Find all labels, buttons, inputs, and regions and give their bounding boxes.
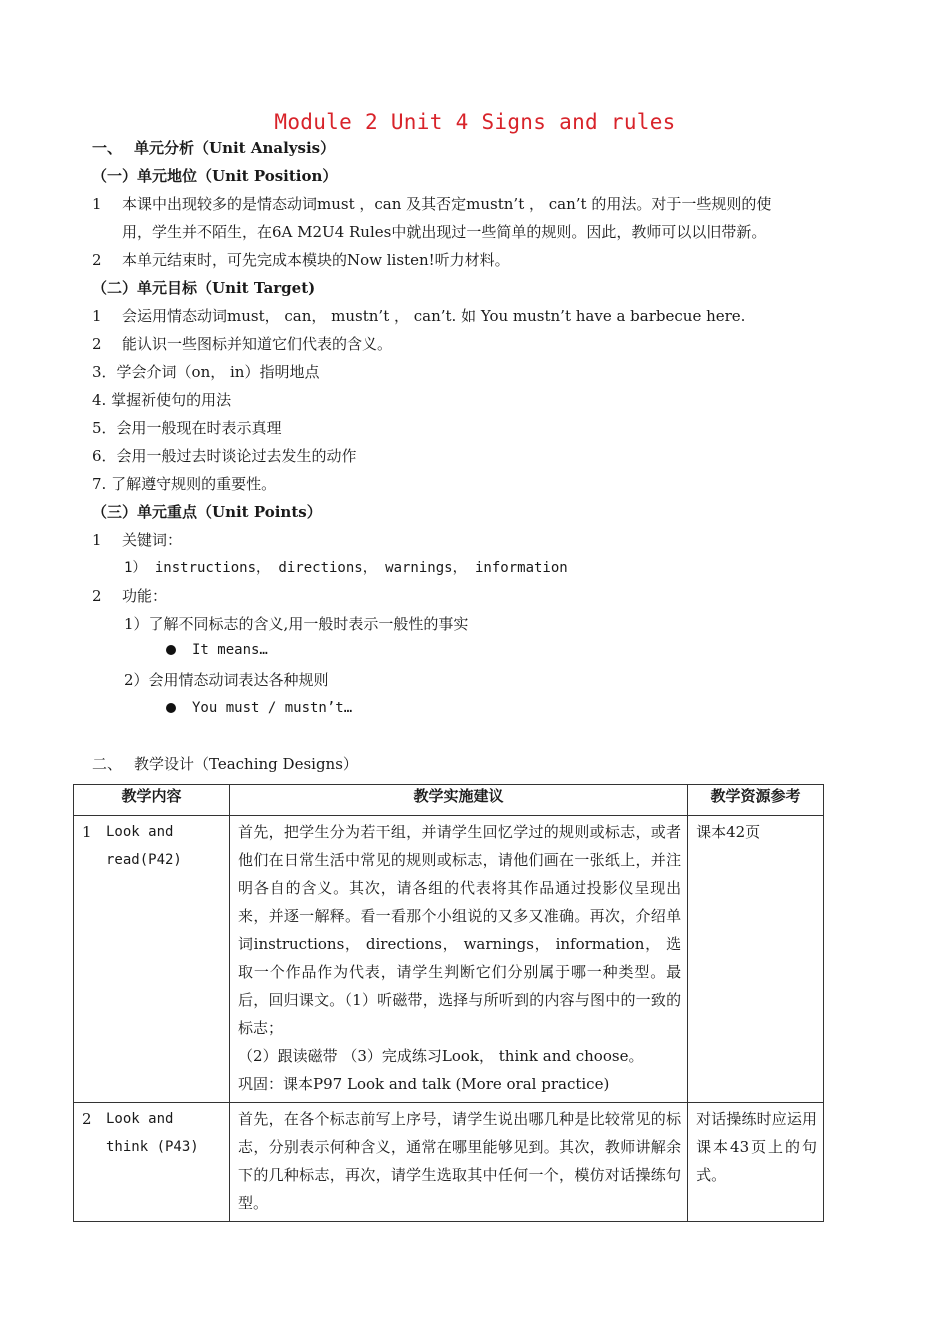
- target-item-1: [92, 306, 745, 326]
- row-content-label: [106, 818, 206, 874]
- table-row: [74, 1103, 824, 1222]
- bullet-icon: [166, 703, 176, 713]
- row-content-label: [106, 1105, 206, 1161]
- bullet-icon: [166, 645, 176, 655]
- table-cell-content: [74, 816, 230, 1103]
- function-2-example: You must / mustn’t…: [192, 700, 353, 716]
- position-item-1: [92, 194, 771, 214]
- table-cell-resource: 课本42页: [688, 816, 824, 1103]
- function-2: 2）会用情态动词表达各种规则: [124, 671, 329, 689]
- subsection-unit-position: （一）单元地位（Unit Position）: [92, 167, 338, 185]
- item-text: 本课中出现较多的是情态动词must ，can 及其否定mustn’t ， can’t 的用法。对于一些规则的使: [122, 195, 772, 213]
- suggestion-text-3: 巩固：课本P97 Look and talk (More oral practice): [238, 1075, 610, 1093]
- points-item-2: [92, 586, 167, 606]
- section-2-heading: [92, 754, 358, 774]
- section-2-title: 教学设计（Teaching Designs）: [134, 755, 358, 773]
- teaching-design-table: [73, 784, 824, 1222]
- row-number: 2: [82, 1110, 92, 1128]
- row-content-line-1: Look and: [106, 824, 174, 840]
- table-cell-suggestion: 首先，在各个标志前写上序号，请学生说出哪几种是比较常见的标志，分别表示何种含义，通常在哪里能够见到。其次，教师讲解余下的几种标志，再次，请学生选取其中任何一个，模仿对话操练句型。: [230, 1103, 688, 1222]
- item-text: 关键词：: [122, 531, 183, 549]
- target-item-4: 4. 掌握祈使句的用法: [92, 391, 232, 409]
- function-1-example: It means…: [192, 642, 268, 658]
- target-item-7: 7. 了解遵守规则的重要性。: [92, 475, 277, 493]
- item-number: 2: [92, 587, 102, 605]
- target-item-3: 3．学会介词（on， in）指明地点: [92, 363, 320, 381]
- section-1-heading: [92, 138, 335, 158]
- item-number: 1: [92, 307, 102, 325]
- suggestion-text-2: （2）跟读磁带 （3）完成练习Look， think and choose。: [238, 1047, 644, 1065]
- section-1-title: 单元分析（Unit Analysis）: [134, 139, 336, 157]
- table-cell-content: [74, 1103, 230, 1222]
- target-item-2: [92, 334, 392, 354]
- item-number: 1: [92, 531, 102, 549]
- suggestion-text: 首先，把学生分为若干组，并请学生回忆学过的规则或标志，或者他们在日常生活中常见的规则或标志，请他们画在一张纸上，并注明各自的含义。其次，请各组的代表将其作品通过投影仪呈现出来，并逐一解释。看一看那个小组说的又多又准确。再次，介绍单词instructions， directions， warnings， information， 选取一个作品作为代表，请学生判断它们分别属于哪一种类型。最后，回归课文。（1）听磁带，选择与所听到的内容与图中的一致的标志；: [238, 823, 682, 1037]
- item-text: 会运用情态动词must， can， mustn’t ， can’t. 如 You mustn’t have a barbecue here.: [122, 307, 746, 325]
- row-content-line-2: think (P43): [106, 1139, 199, 1155]
- subsection-unit-points: （三）单元重点（Unit Points）: [92, 503, 322, 521]
- target-item-6: 6．会用一般过去时谈论过去发生的动作: [92, 447, 357, 465]
- table-cell-suggestion: [230, 816, 688, 1103]
- column-header-resource: 教学资源参考: [688, 785, 824, 816]
- table-header-row: [74, 785, 824, 816]
- subsection-unit-target: （二）单元目标（Unit Target): [92, 279, 316, 297]
- item-text: 能认识一些图标并知道它们代表的含义。: [122, 335, 393, 353]
- row-number: 1: [82, 823, 92, 841]
- item-number: 2: [92, 335, 102, 353]
- row-content-line-2: read(P42): [106, 852, 182, 868]
- position-item-2: [92, 250, 510, 270]
- section-2-number: 二、: [92, 755, 123, 773]
- item-text: 本单元结束时，可先完成本模块的Now listen!听力材料。: [122, 251, 510, 269]
- points-item-1: [92, 530, 182, 550]
- item-number: 1: [92, 195, 102, 213]
- column-header-content: 教学内容: [74, 785, 230, 816]
- target-item-5: 5．会用一般现在时表示真理: [92, 419, 282, 437]
- function-1: 1）了解不同标志的含义,用一般时表示一般性的事实: [124, 615, 469, 633]
- keywords-list: 1） instructions， directions， warnings， information: [124, 560, 568, 576]
- table-cell-resource: 对话操练时应运用课本43页上的句式。: [688, 1103, 824, 1222]
- section-1-number: 一、: [92, 139, 123, 157]
- item-number: 2: [92, 251, 102, 269]
- table-row: [74, 816, 824, 1103]
- column-header-suggestion: 教学实施建议: [230, 785, 688, 816]
- row-content-line-1: Look and: [106, 1111, 174, 1127]
- item-text: 功能：: [122, 587, 168, 605]
- position-item-1-continued: 用，学生并不陌生，在6A M2U4 Rules中就出现过一些简单的规则。因此，教师可以以旧带新。: [122, 223, 767, 241]
- document-title: Module 2 Unit 4 Signs and rules: [274, 110, 676, 134]
